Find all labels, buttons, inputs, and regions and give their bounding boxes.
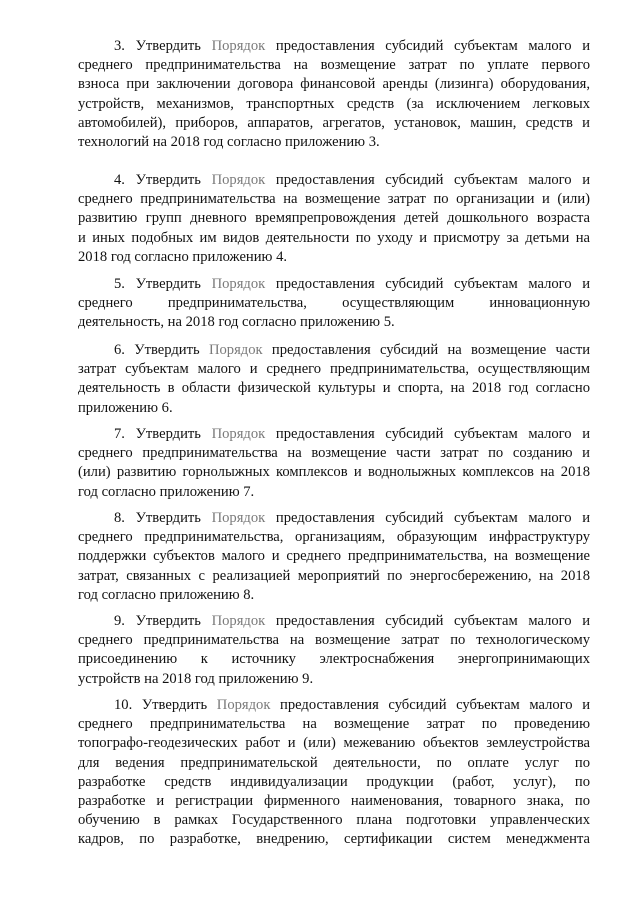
paragraph-line: разработке средств индивидуализации продукции (работ, услуг), по <box>78 773 590 790</box>
paragraph-text: предоставления субсидий на возмещение части <box>262 342 590 358</box>
paragraph-lead: 7. Утвердить <box>114 426 212 442</box>
paragraph-line: кадров, по разработке, внедрению, сертификации систем менеджмента <box>78 831 590 848</box>
paragraph-line <box>78 696 590 715</box>
poryadok-link[interactable]: Порядок <box>208 342 263 358</box>
paragraph-8 <box>78 509 590 605</box>
poryadok-link[interactable]: Порядок <box>211 172 266 188</box>
paragraph-line: топографо-геодезических работ и (или) межеванию объектов землеустройства <box>78 735 590 752</box>
paragraph-line: среднего предпринимательства на возмещение части затрат по созданию и <box>78 445 590 462</box>
paragraph-line: среднего предпринимательства на возмещение затрат по технологическому <box>78 632 590 649</box>
paragraph-line <box>78 425 590 444</box>
paragraph-line: присоединению к источнику электроснабжения энергопринимающих <box>78 651 590 668</box>
paragraph-line: среднего предпринимательства на возмещение затрат по уплате первого <box>78 57 590 74</box>
paragraph-line: 2018 год согласно приложению 4. <box>78 248 288 265</box>
paragraph-line: затрат, связанных с реализацией мероприятий по энергосбережению, на 2018 <box>78 567 590 584</box>
paragraph-line <box>78 612 590 631</box>
paragraph-lead: 6. Утвердить <box>114 342 209 358</box>
paragraph-line <box>78 171 590 190</box>
paragraph-4 <box>78 171 590 267</box>
paragraph-line: среднего предпринимательства, организациям, образующим инфраструктуру <box>78 529 590 546</box>
paragraph-5 <box>78 275 590 333</box>
paragraph-line <box>78 275 590 294</box>
paragraph-line: устройств на 2018 год приложению 9. <box>78 670 314 687</box>
paragraph-10 <box>78 696 590 850</box>
poryadok-link[interactable]: Порядок <box>211 276 266 292</box>
paragraph-line: поддержки субъектов малого и среднего предпринимательства, на возмещение <box>78 548 590 565</box>
paragraph-text: предоставления субсидий субъектам малого и <box>265 426 590 442</box>
paragraph-line: среднего предпринимательства, осуществляющим инновационную <box>78 295 590 312</box>
paragraph-3 <box>78 37 590 152</box>
paragraph-text: предоставления субсидий субъектам малого и <box>265 276 590 292</box>
poryadok-link[interactable]: Порядок <box>211 426 266 442</box>
paragraph-line: деятельность, на 2018 год согласно приложению 5. <box>78 314 395 331</box>
paragraph-line: для ведения предпринимательской деятельности, по оплате услуг по <box>78 754 590 771</box>
poryadok-link[interactable]: Порядок <box>211 613 266 629</box>
paragraph-lead: 10. Утвердить <box>114 697 217 713</box>
paragraph-line: разработке и регистрации фирменного наименования, товарного знака, по <box>78 792 590 809</box>
paragraph-line: год согласно приложению 7. <box>78 483 255 500</box>
paragraph-6 <box>78 341 590 418</box>
paragraph-line: год согласно приложению 8. <box>78 586 255 603</box>
paragraph-line: среднего предпринимательства на возмещение затрат по проведению <box>78 716 590 733</box>
paragraph-text: предоставления субсидий субъектам малого и <box>265 510 590 526</box>
paragraph-line: взноса при заключении договора финансовой аренды (лизинга) оборудования, <box>78 76 590 93</box>
paragraph-line: технологий на 2018 год согласно приложению 3. <box>78 133 380 150</box>
paragraph-line: приложению 6. <box>78 399 173 416</box>
paragraph-line: затрат субъектам малого и среднего предпринимательства, осуществляющим <box>78 361 590 378</box>
paragraph-line: обучению в рамках Государственного плана подготовки управленческих <box>78 812 590 829</box>
paragraph-lead: 3. Утвердить <box>114 38 212 54</box>
paragraph-9 <box>78 612 590 689</box>
paragraph-lead: 4. Утвердить <box>114 172 212 188</box>
paragraph-line: (или) развитию горнолыжных комплексов и воднолыжных комплексов на 2018 <box>78 464 590 481</box>
paragraph-text: предоставления субсидий субъектам малого и <box>265 172 590 188</box>
paragraph-text: предоставления субсидий субъектам малого и <box>265 613 590 629</box>
paragraph-line <box>78 509 590 528</box>
paragraph-line: автомобилей), приборов, аппаратов, агрегатов, установок, машин, средств и <box>78 114 590 131</box>
paragraph-line <box>78 37 590 56</box>
paragraph-lead: 9. Утвердить <box>114 613 212 629</box>
poryadok-link[interactable]: Порядок <box>211 510 266 526</box>
paragraph-line: развитию групп дневного времяпрепровождения детей дошкольного возраста <box>78 210 590 227</box>
paragraph-text: предоставления субсидий субъектам малого и <box>270 697 590 713</box>
poryadok-link[interactable]: Порядок <box>216 697 271 713</box>
paragraph-line: и иных подобных им видов деятельности по уходу и присмотру за детьми на <box>78 229 590 246</box>
paragraph-lead: 5. Утвердить <box>114 276 212 292</box>
paragraph-line <box>78 341 590 360</box>
paragraph-lead: 8. Утвердить <box>114 510 212 526</box>
poryadok-link[interactable]: Порядок <box>211 38 266 54</box>
paragraph-line: среднего предпринимательства на возмещение затрат по организации и (или) <box>78 191 590 208</box>
paragraph-7 <box>78 425 590 502</box>
paragraph-text: предоставления субсидий субъектам малого и <box>265 38 590 54</box>
paragraph-line: устройств, механизмов, транспортных средств (за исключением легковых <box>78 95 590 112</box>
paragraph-line: деятельность в области физической культуры и спорта, на 2018 год согласно <box>78 380 590 397</box>
